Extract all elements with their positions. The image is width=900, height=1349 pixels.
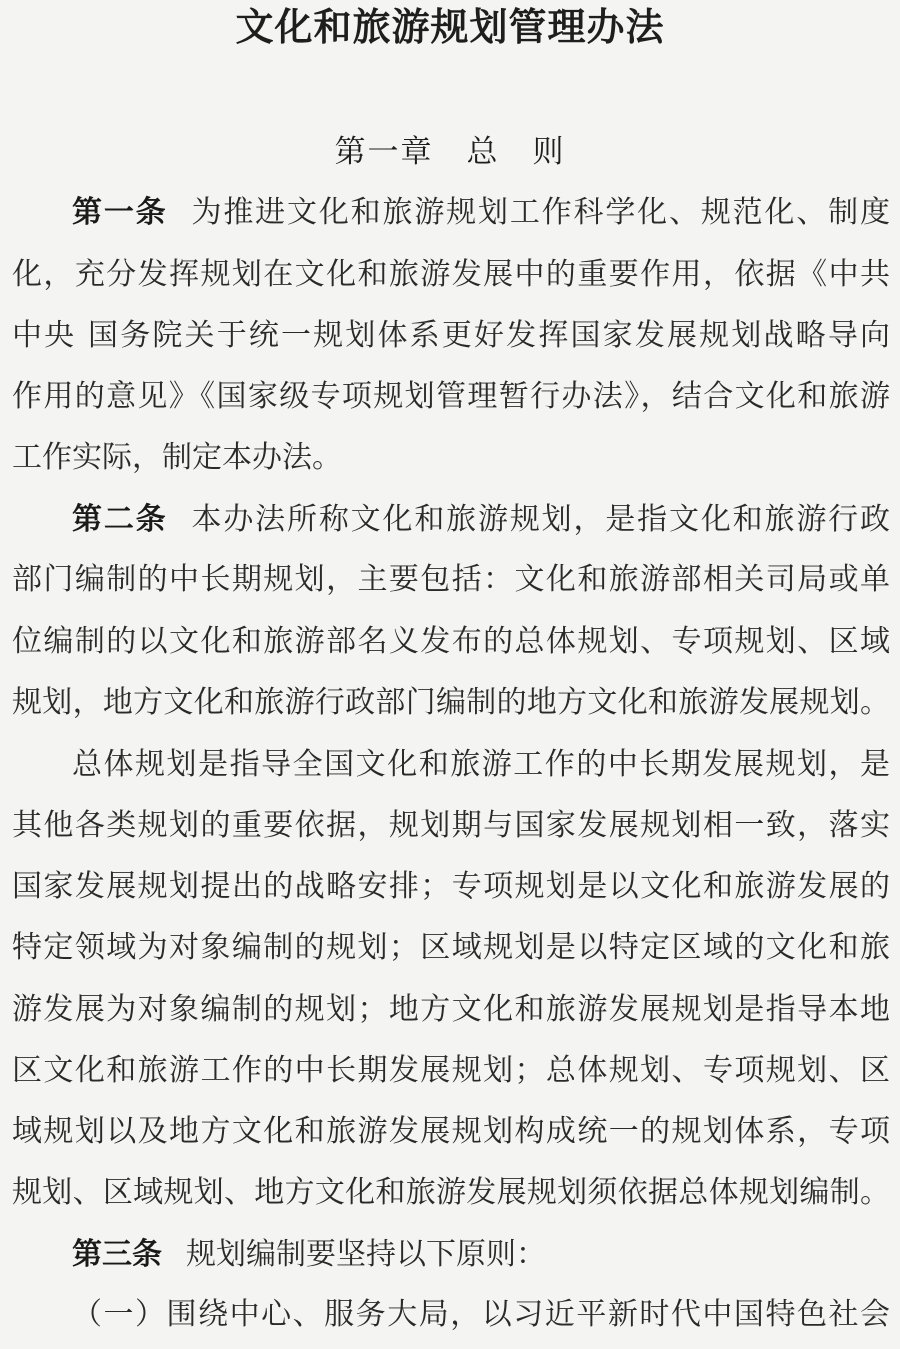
article-number: 第一条 — [72, 195, 168, 230]
chapter-heading: 第一章 总 则 — [334, 134, 566, 170]
article-1-line-1: 第一条 为推进文化和旅游规划工作科学化、规范化、制度 — [72, 195, 890, 230]
article-2-line-4: 规划，地方文化和旅游行政部门编制的地方文化和旅游发展规划。 — [12, 685, 890, 720]
article-1-line-2: 化，充分发挥规划在文化和旅游发展中的重要作用，依据《中共 — [12, 257, 890, 292]
paragraph-line-1: 总体规划是指导全国文化和旅游工作的中长期发展规划，是 — [72, 747, 890, 782]
article-2-line-3: 位编制的以文化和旅游部名义发布的总体规划、专项规划、区域 — [12, 624, 890, 659]
article-2-line-2: 部门编制的中长期规划，主要包括：文化和旅游部相关司局或单 — [12, 562, 890, 597]
paragraph-line-3: 国家发展规划提出的战略安排；专项规划是以文化和旅游发展的 — [12, 869, 890, 904]
article-number: 第二条 — [72, 502, 168, 537]
paragraph-line-8: 规划、区域规划、地方文化和旅游发展规划须依据总体规划编制。 — [12, 1175, 890, 1210]
article-3-line-1: 第三条 规划编制要坚持以下原则： — [72, 1237, 546, 1272]
paragraph-line-7: 域规划以及地方文化和旅游发展规划构成统一的规划体系，专项 — [12, 1114, 890, 1149]
paragraph-line-6: 区文化和旅游工作的中长期发展规划；总体规划、专项规划、区 — [12, 1053, 890, 1088]
article-3-line-2: （一）围绕中心、服务大局，以习近平新时代中国特色社会 — [72, 1297, 890, 1332]
article-1-line-5: 工作实际，制定本办法。 — [12, 440, 342, 475]
article-1-line-3: 中央 国务院关于统一规划体系更好发挥国家发展规划战略导向 — [12, 318, 890, 353]
article-1-line-4: 作用的意见》《国家级专项规划管理暂行办法》，结合文化和旅游 — [12, 379, 890, 414]
document-title: 文化和旅游规划管理办法 — [235, 4, 665, 49]
paragraph-line-4: 特定领域为对象编制的规划；区域规划是以特定区域的文化和旅 — [12, 930, 890, 965]
article-2-line-1: 第二条 本办法所称文化和旅游规划，是指文化和旅游行政 — [72, 502, 890, 537]
article-number: 第三条 — [72, 1237, 162, 1272]
paragraph-line-5: 游发展为对象编制的规划；地方文化和旅游发展规划是指导本地 — [12, 992, 890, 1027]
paragraph-line-2: 其他各类规划的重要依据，规划期与国家发展规划相一致，落实 — [12, 808, 890, 843]
